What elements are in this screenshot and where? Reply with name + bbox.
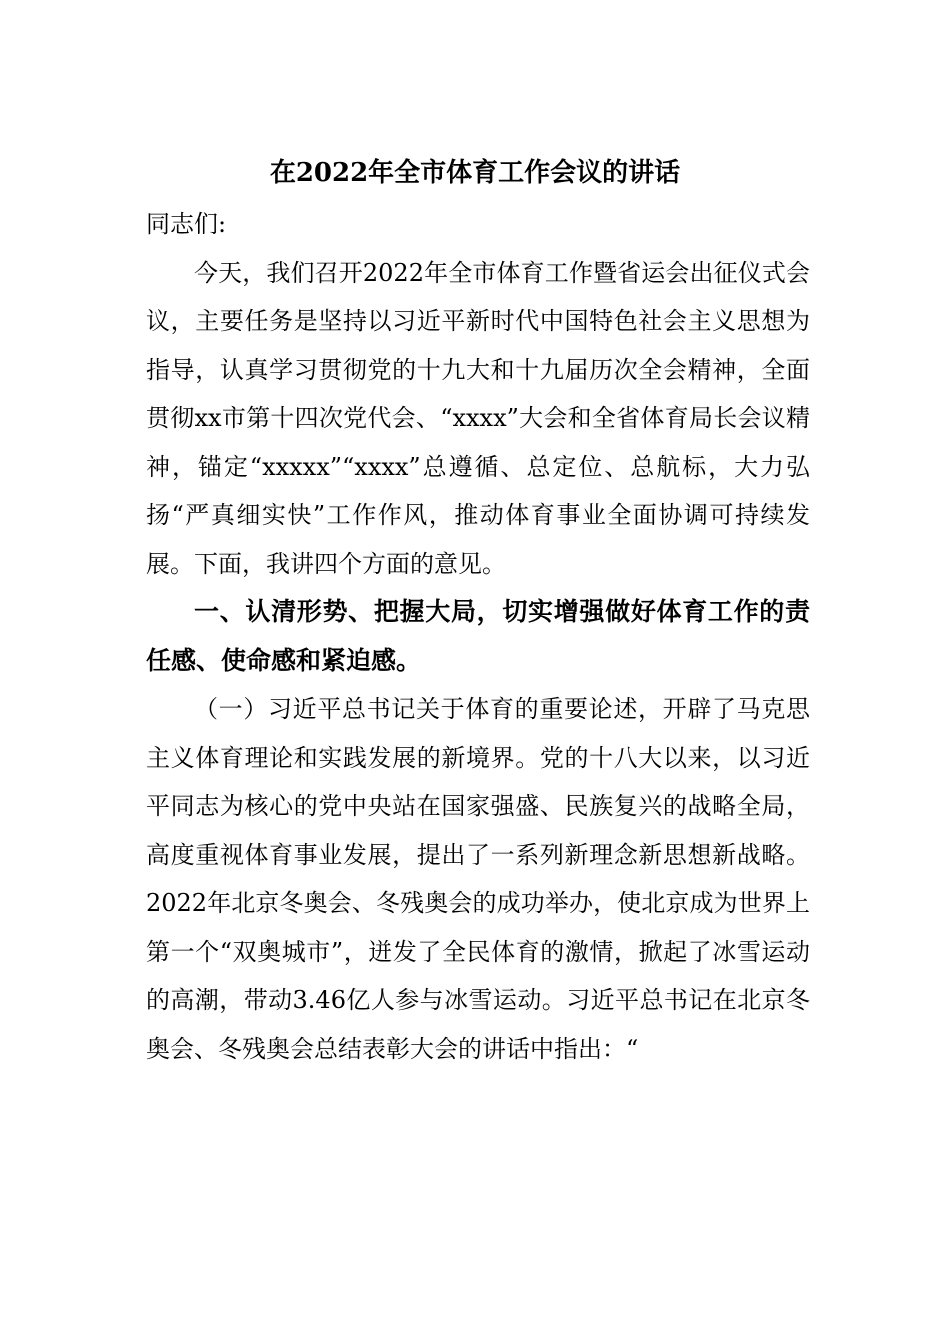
section-heading: 一、认清形势、把握大局，切实增强做好体育工作的责任感、使命感和紧迫感。 bbox=[146, 597, 810, 675]
intro-paragraph: 今天，我们召开2022年全市体育工作暨省运会出征仪式会议，主要任务是坚持以习近平新时代中国特色社会主义思想为指导，认真学习贯彻党的十九大和十九届历次全会精神，全面贯彻xx市第十四次党代会、“xxxx”大会和全省体育局长会议精神，锚定“xxxxx”“xxxx”总遵循、总定位、总航标，大力弘扬“严真细实快”工作作风，推动体育事业全面协调可持续发展。下面，我讲四个方面的意见。 bbox=[146, 258, 810, 578]
salutation: 同志们: bbox=[146, 210, 227, 238]
sub-paragraph: （一）习近平总书记关于体育的重要论述，开辟了马克思主义体育理论和实践发展的新境界。党的十八大以来，以习近平同志为核心的党中央站在国家强盛、民族复兴的战略全局，高度重视体育事业发展，提出了一系列新理念新思想新战略。2022年北京冬奥会、冬残奥会的成功举办，使北京成为世界上第一个“双奥城市”，迸发了全民体育的激情，掀起了冰雪运动的高潮，带动3.46亿人参与冰雪运动。习近平总书记在北京冬奥会、冬残奥会总结表彰大会的讲话中指出：“ bbox=[146, 695, 810, 1063]
document-body bbox=[146, 200, 810, 1073]
document-title: 在2022年全市体育工作会议的讲话 bbox=[269, 158, 681, 188]
